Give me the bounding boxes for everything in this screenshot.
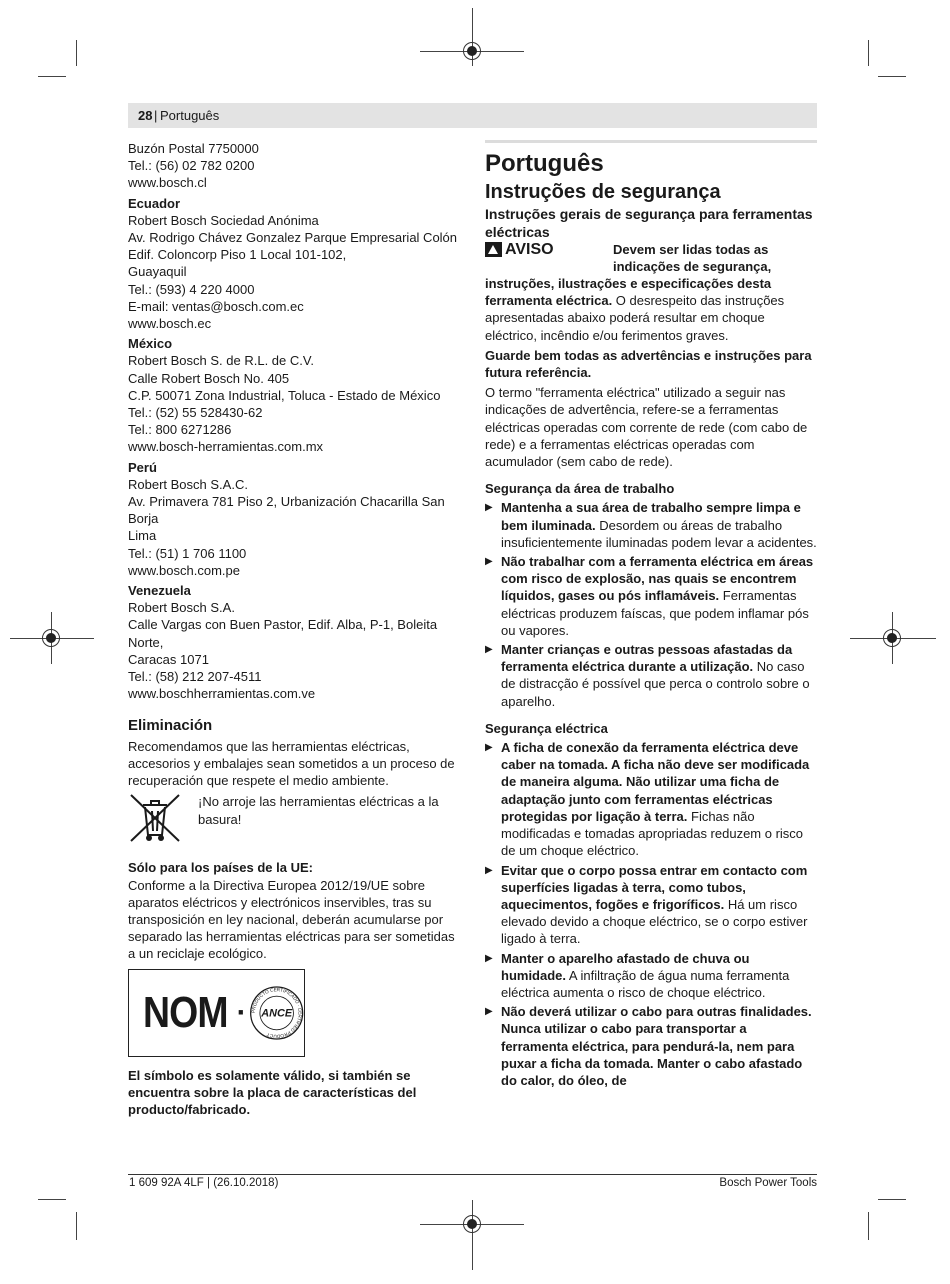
- warning-triangle-icon: [485, 242, 502, 257]
- nom-logo-text: NOM: [143, 987, 228, 1037]
- eliminacion-text: Recomendamos que las herramientas eléctricas, accesorios y embalajes sean sometidos a un proceso de recuperación que respete el medio ambiente.: [128, 738, 455, 789]
- aviso-text: Devem ser lidas todas as indicações de segurança,: [613, 242, 772, 275]
- crossed-bin-icon: [128, 793, 182, 845]
- footer-brand: Bosch Power Tools: [719, 1177, 817, 1189]
- eliminacion-heading: Eliminación: [128, 716, 213, 734]
- list-item: ▶ Não trabalhar com a ferramenta eléctrica em áreas com risco de explosão, nas quais se encontrem líquidos, gases ou pós inflamáveis. Ferramentas eléctricas produzem faíscas, que podem inflamar pós ou vapores.: [485, 553, 817, 639]
- electric-heading: Segurança eléctrica: [485, 720, 608, 736]
- footer-rule: [128, 1174, 817, 1175]
- right-column: [485, 140, 817, 1091]
- warning-block: [485, 241, 817, 275]
- list-item: ▶ Manter crianças e outras pessoas afastadas da ferramenta eléctrica durante a utilização. No caso de distracção é possível que perca o controlo sobre o aparelho.: [485, 641, 817, 710]
- header-separator: |: [154, 108, 158, 123]
- mexico-heading: México: [128, 336, 173, 352]
- ecuador-heading: Ecuador: [128, 195, 181, 211]
- venezuela-address: Robert Bosch S.A. Calle Vargas con Buen Pastor, Edif. Alba, P-1, Boleita Norte, Caracas 1071 Tel.: (58) 212 207-4511 www.boschherramientas.com.ve: [128, 600, 438, 702]
- bin-text: ¡No arroje las herramientas eléctricas a la basura!: [198, 794, 439, 827]
- footer-doc-id: 1 609 92A 4LF | (26.10.2018): [129, 1177, 279, 1189]
- keep-instructions: Guarde bem todas as advertências e instruções para futura referência.: [485, 347, 812, 381]
- peru-address: Robert Bosch S.A.C. Av. Primavera 781 Piso 2, Urbanización Chacarilla San Borja Lima Tel.: (51) 1 706 1100 www.bosch.com.pe: [128, 476, 445, 578]
- svg-text:ANCE: ANCE: [260, 1006, 292, 1019]
- list-item: ▶ Não deverá utilizar o cabo para outras finalidades. Nunca utilizar o cabo para transportar a ferramenta eléctrica, para pendurá-la, nem para puxar a ficha da tomada. Manter o cabo afastado do calor, do óleo, de: [485, 1003, 817, 1089]
- work-area-heading: Segurança da área de trabalho: [485, 481, 675, 497]
- term-definition: O termo "ferramenta eléctrica" utilizado a seguir nas indicações de advertência, refere-se a ferramentas eléctricas operadas com corrente de rede (com cabo de rede) e a ferramentas eléctricas operadas com acumulador (sem cabo de rede).: [485, 385, 808, 470]
- symbol-note: El símbolo es solamente válido, si también se encuentra sobre la placa de características del producto/fabricado.: [128, 1067, 417, 1117]
- mexico-address: Robert Bosch S. de R.L. de C.V. Calle Robert Bosch No. 405 C.P. 50071 Zona Industrial, Toluca - Estado de México Tel.: (52) 55 528430-62 Tel.: 800 6271286 www.bosch-herramientas.com.mx: [128, 353, 441, 455]
- page-header: [128, 103, 817, 128]
- list-item: ▶ Manter o aparelho afastado de chuva ou humidade. A infiltração de água numa ferramenta eléctrica aumenta o risco de choque eléctrico.: [485, 950, 817, 1002]
- work-area-list: [485, 499, 817, 709]
- general-safety-title: Instruções gerais de segurança para ferramentas eléctricas: [485, 206, 813, 240]
- ance-seal-icon: [249, 980, 304, 1046]
- aviso-continuation: instruções, ilustrações e especificações desta ferramenta eléctrica. O desrespeito das instruções apresentadas abaixo poderá resultar em choque eléctrico, incêndio e/ou ferimentos graves.: [485, 276, 785, 343]
- nom-ance-logo: NOM · PRODUCTO CERTIFICADO · CERTIFIED PRODUCT ANCE: [128, 969, 305, 1057]
- venezuela-heading: Venezuela: [128, 583, 191, 599]
- section-rule: [485, 140, 817, 143]
- safety-title: Instruções de segurança: [485, 181, 721, 203]
- aviso-label: AVISO: [485, 241, 554, 258]
- left-column: [128, 140, 461, 1118]
- svg-text:PRODUCTO CERTIFICADO · CERTIFI: PRODUCTO CERTIFICADO · CERTIFIED PRODUCT: [250, 986, 303, 1039]
- list-item: ▶ A ficha de conexão da ferramenta eléctrica deve caber na tomada. A ficha não deve ser modificada de maneira alguma. Não utilizar uma ficha de adaptação junto com ferramentas eléctricas protegidas por ligação à terra. Fichas não modificadas e tomadas apropriadas reduzem o risco de um choque eléctrico.: [485, 739, 817, 859]
- chile-address: Buzón Postal 7750000 Tel.: (56) 02 782 0200 www.bosch.cl: [128, 141, 259, 191]
- ue-heading: Sólo para los países de la UE:: [128, 860, 313, 876]
- ecuador-address: Robert Bosch Sociedad Anónima Av. Rodrigo Chávez Gonzalez Parque Empresarial Colón Edif. Coloncorp Piso 1 Local 101-102, Guayaquil Tel.: (593) 4 220 4000 E-mail: ventas@bosch.com.ec www.bosch.ec: [128, 212, 458, 332]
- header-language: Português: [160, 108, 220, 123]
- peru-heading: Perú: [128, 459, 157, 475]
- bin-row: [128, 793, 461, 845]
- list-item: ▶ Mantenha a sua área de trabalho sempre limpa e bem iluminada. Desordem ou áreas de trabalho insuficientemente iluminadas podem levar a acidentes.: [485, 499, 817, 551]
- electric-list: [485, 739, 817, 1089]
- page-number: 28: [138, 108, 153, 123]
- language-title: Português: [485, 150, 604, 177]
- ue-text: Conforme a la Directiva Europea 2012/19/UE sobre aparatos eléctricos y electrónicos inservibles, tras su transposición en ley nacional, deberán acumularse por separado las herramientas eléctricas para ser sometidas a un reciclaje ecológico.: [128, 877, 455, 962]
- list-item: ▶ Evitar que o corpo possa entrar em contacto com superfícies ligadas à terra, como tubos, aquecimentos, fogões e frigoríficos. Há um risco elevado devido a choque eléctrico, se o corpo estiver ligado à terra.: [485, 862, 817, 948]
